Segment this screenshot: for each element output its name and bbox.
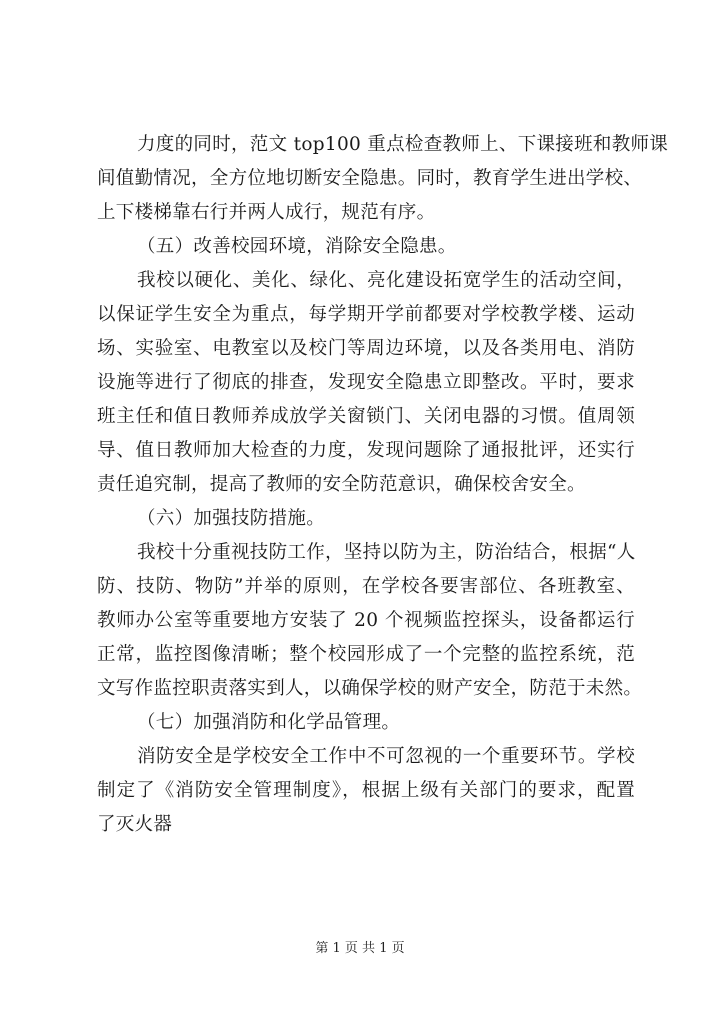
text-line: 了灭火器 [97, 814, 173, 835]
text-line: 正常，监控图像清晰；整个校园形成了一个完整的监控系统，范 [97, 644, 635, 665]
text-line: 场、实验室、电教室以及校门等周边环境，以及各类用电、消防 [97, 338, 635, 359]
text-line: 制定了《消防安全管理制度》，根据上级有关部门的要求，配置 [97, 780, 635, 801]
text-line: 以保证学生安全为重点，每学期开学前都要对学校教学楼、运动 [97, 304, 635, 325]
text-line: 责任追究制，提高了教师的安全防范意识，确保校舍安全。 [97, 474, 586, 495]
section-heading [97, 502, 635, 536]
text-line: 我校十分重视技防工作，坚持以防为主，防治结合，根据“人 [137, 542, 636, 563]
text-line: 力度的同时，范文 top100 重点检查教师上、下课接班和教师课 [137, 134, 669, 155]
text-line: 上下楼梯靠右行并两人成行，规范有序。 [97, 202, 436, 223]
text-line: （七）加强消防和化学品管理。 [137, 712, 401, 733]
text-line: 间值勤情况，全方位地切断安全隐患。同时，教育学生进出学校、 [97, 168, 643, 189]
text-line: （六）加强技防措施。 [137, 508, 326, 529]
document-body [97, 128, 669, 842]
text-line: 导、值日教师加大检查的力度，发现问题除了通报批评，还实行 [97, 440, 635, 461]
paragraph [97, 264, 635, 502]
text-line: 教师办公室等重要地方安装了 20 个视频监控探头，设备都运行 [97, 610, 635, 631]
text-line: 设施等进行了彻底的排查，发现安全隐患立即整改。平时，要求 [97, 372, 635, 393]
text-line: 我校以硬化、美化、绿化、亮化建设拓宽学生的活动空间， [137, 270, 635, 291]
text-line: 消防安全是学校安全工作中不可忽视的一个重要环节。学校 [137, 746, 635, 767]
paragraph [97, 740, 635, 842]
section-heading [97, 230, 635, 264]
paragraph [97, 128, 669, 230]
page-footer: 第 1 页 共 1 页 [315, 941, 405, 956]
text-line: 文写作监控职责落实到人，以确保学校的财产安全，防范于未然。 [97, 678, 643, 699]
paragraph [97, 536, 643, 706]
text-line: （五）改善校园环境，消除安全隐患。 [137, 236, 457, 257]
section-heading [97, 706, 635, 740]
text-line: 防、技防、物防”并举的原则，在学校各要害部位、各班教室、 [97, 576, 635, 597]
text-line: 班主任和值日教师养成放学关窗锁门、关闭电器的习惯。值周领 [97, 406, 635, 427]
